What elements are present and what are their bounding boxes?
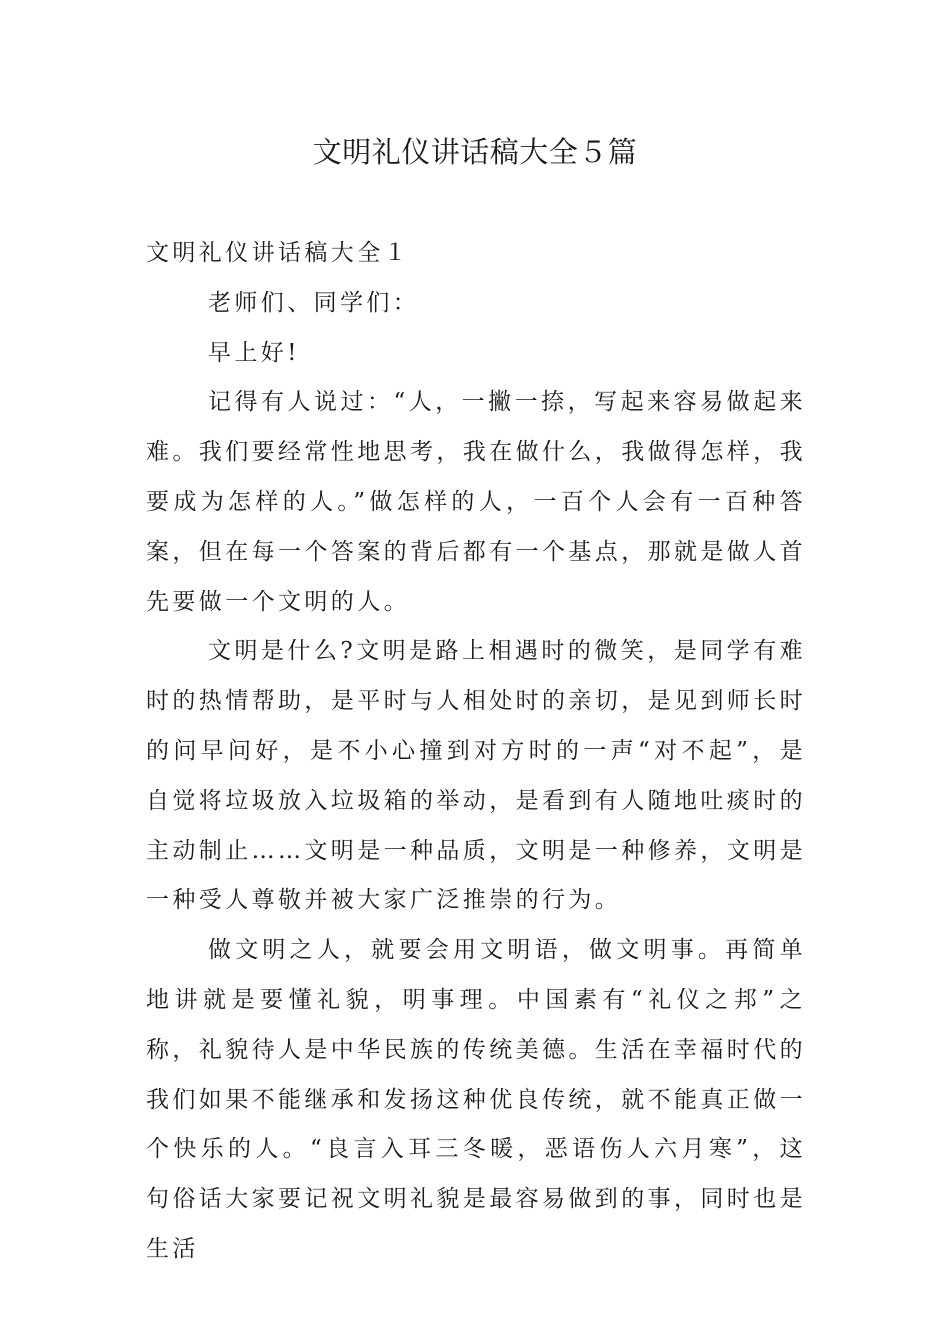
greeting: 早上好! (208, 339, 300, 366)
paragraph-3: 做文明之人，就要会用文明语，做文明事。再简单地讲就是要懂礼貌，明事理。中国素有“礼仪之邦”之称，礼貌待人是中华民族的传统美德。生活在幸福时代的我们如果不能继承和发扬这种优良传统，就不能真正做一个快乐的人。“良言入耳三冬暖，恶语伤人六月寒”，这句俗话大家要记祝文明礼貌是最容易做到的事，同时也是生活 (146, 937, 806, 1262)
document-body (146, 229, 806, 1275)
salutation: 老师们、同学们： (208, 289, 420, 316)
paragraph-2: 文明是什么?文明是路上相遇时的微笑，是同学有难时的热情帮助，是平时与人相处时的亲切，是见到师长时的问早问好，是不小心撞到对方时的一声“对不起”，是自觉将垃圾放入垃圾箱的举动，是看到有人随地吐痰时的主动制止……文明是一种品质，文明是一种修养，文明是一种受人尊敬并被大家广泛推崇的行为。 (146, 638, 806, 914)
document-title: 文明礼仪讲话稿大全５篇 (312, 135, 638, 169)
paragraph-1: 记得有人说过：“人，一撇一捺，写起来容易做起来难。我们要经常性地思考，我在做什么，我做得怎样，我要成为怎样的人。”做怎样的人，一百个人会有一百种答案，但在每一个答案的背后都有一个基点，那就是做人首先要做一个文明的人。 (146, 389, 806, 615)
section-heading: 文明礼仪讲话稿大全１ (146, 240, 410, 266)
